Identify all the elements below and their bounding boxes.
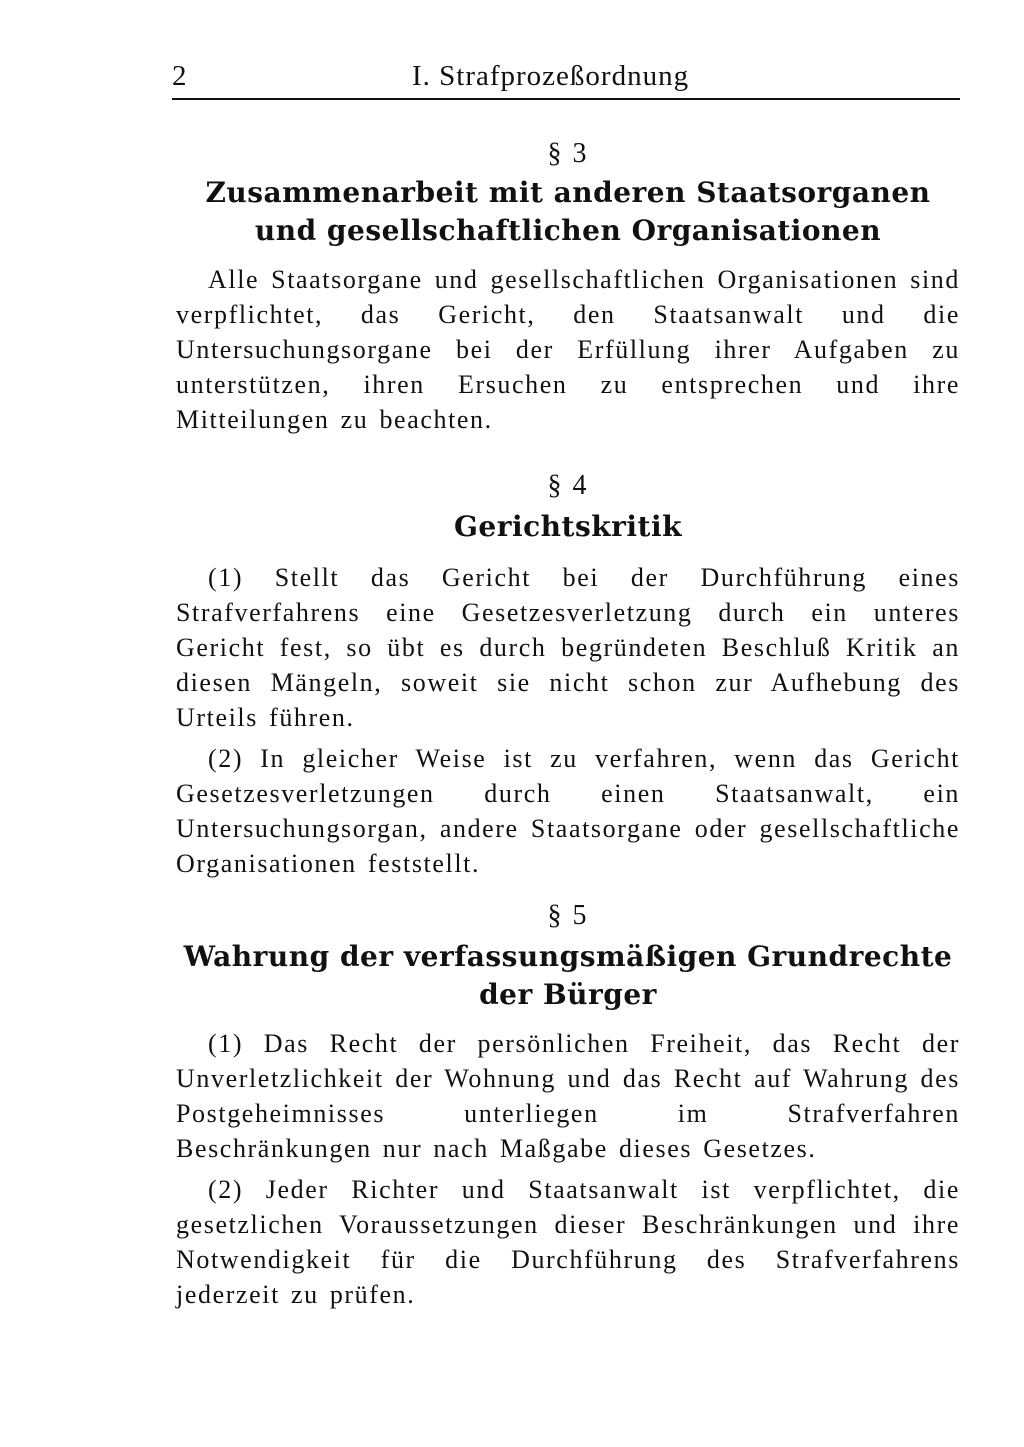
section-number: § 3 xyxy=(547,138,589,169)
section-title-line: Zusammenarbeit mit anderen Staatsorganen xyxy=(205,176,931,209)
section-paragraph: (1) Stellt das Gericht bei der Durchführung eines Strafverfahrens eine Gesetzesverletzung durch ein unteres Gericht fest, so übt es durch begründeten Beschluß Kritik an diesen Mängeln, soweit sie nicht schon zur Aufhebung des Urteils führen. xyxy=(176,563,960,732)
section-title-line: Gerichtskritik xyxy=(454,510,682,543)
page-header xyxy=(172,58,960,100)
section-paragraph: (2) Jeder Richter und Staatsanwalt ist verpflichtet, die gesetzlichen Voraussetzungen dieser Beschränkungen und ihre Notwendigkeit für die Durchführung des Strafverfahrens jederzeit zu prüfen. xyxy=(176,1175,960,1309)
section-number: § 5 xyxy=(547,900,589,931)
section-paragraph: (1) Das Recht der persönlichen Freiheit, das Recht der Unverletzlichkeit der Wohnung und das Recht auf Wahrung des Postgeheimnisses unterliegen im Strafverfahren Beschränkungen nur nach Maßgabe dieses Gesetzes. xyxy=(176,1029,960,1163)
section-5 xyxy=(176,900,960,1312)
section-3 xyxy=(176,138,960,437)
section-4 xyxy=(176,470,960,881)
section-title-line: der Bürger xyxy=(479,978,657,1011)
section-paragraph: Alle Staatsorgane und gesellschaftlichen Organisationen sind verpflichtet, das Gericht, den Staatsanwalt und die Untersuchungsorgane bei der Erfüllung ihrer Aufgaben zu unterstützen, ihren Ersuchen zu entsprechen und ihre Mitteilungen zu beachten. xyxy=(176,265,960,434)
page-number: 2 xyxy=(172,60,187,92)
section-paragraph: (2) In gleicher Weise ist zu verfahren, wenn das Gericht Gesetzesverletzungen durch einen Staatsanwalt, ein Untersuchungsorgan, andere Staatsorgane oder gesellschaftliche Organisationen feststellt. xyxy=(176,744,960,878)
section-title-line: Wahrung der verfassungsmäßigen Grundrechte xyxy=(183,940,953,973)
section-title-line: und gesellschaftlichen Organisationen xyxy=(254,214,882,247)
running-title: I. Strafprozeßordnung xyxy=(412,60,690,92)
section-number: § 4 xyxy=(547,470,589,501)
